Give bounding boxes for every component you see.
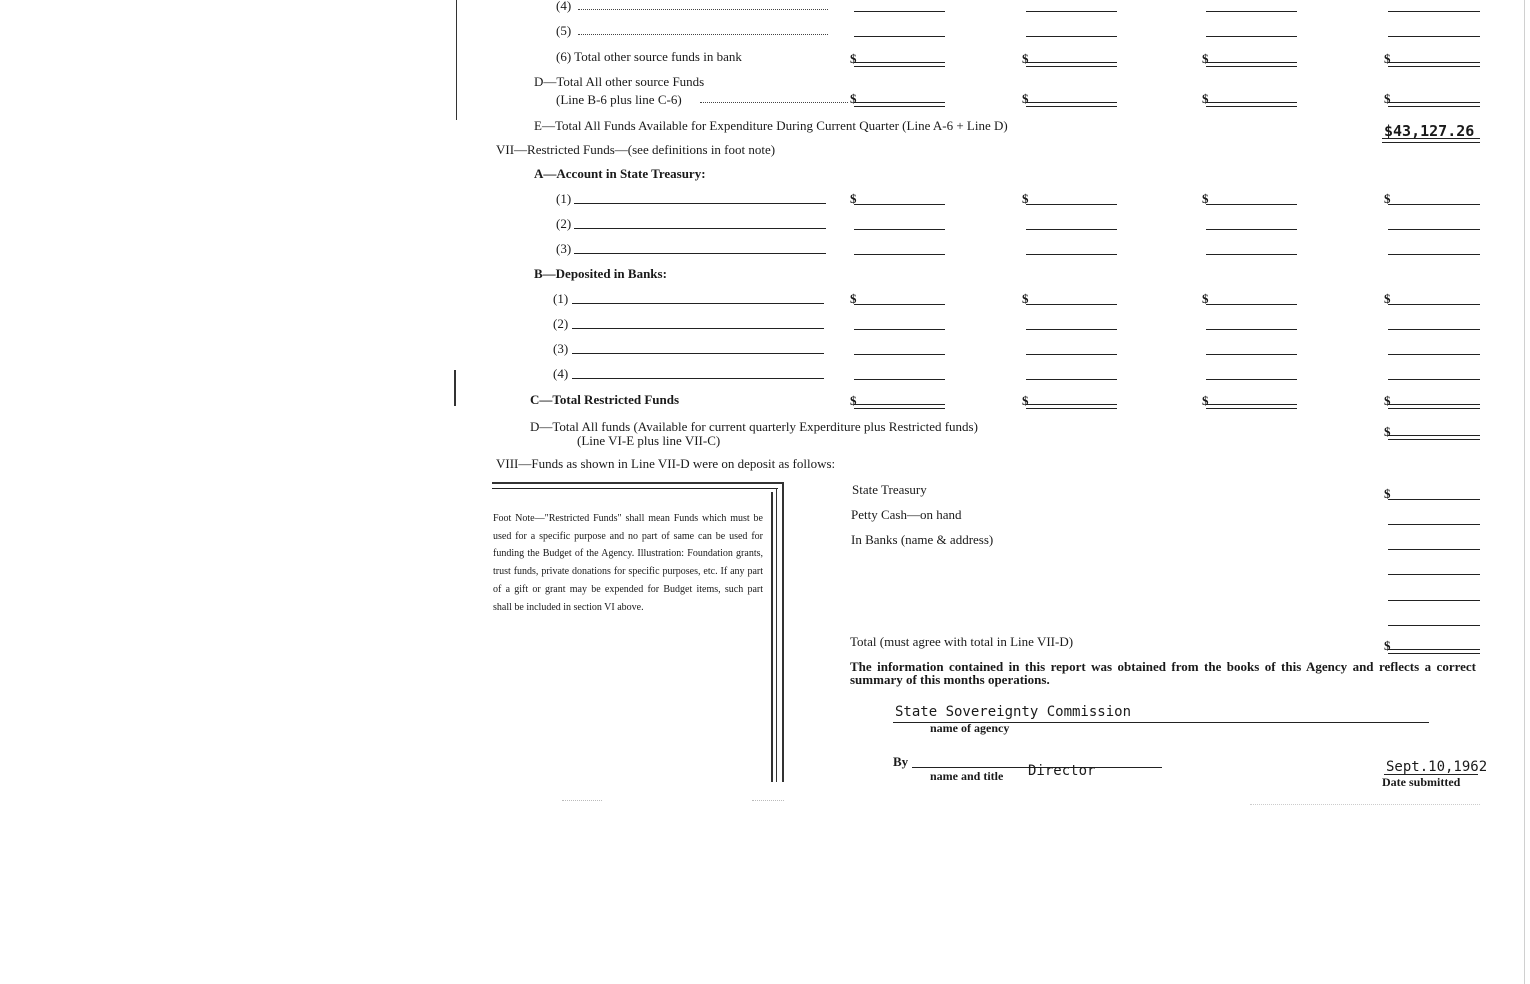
- amount-total-rule: [854, 62, 945, 67]
- amount-total-rule: [1388, 102, 1480, 107]
- amount-blank-line: [1206, 304, 1297, 305]
- amount-blank-line: [1388, 36, 1480, 37]
- petty-cash-label: Petty Cash—on hand: [851, 507, 962, 522]
- amount-blank-line: [1026, 204, 1117, 205]
- dollar-sign: $: [1202, 51, 1209, 66]
- dollar-sign: $: [1202, 291, 1209, 306]
- amount-blank-line: [1206, 254, 1297, 255]
- amount-blank-line: [1026, 11, 1117, 12]
- scan-artifact: [562, 800, 602, 801]
- total-funds-rule: [1382, 138, 1480, 143]
- line-c-total-restricted: C—Total Restricted Funds: [530, 392, 680, 407]
- amount-blank-line: [1206, 329, 1297, 330]
- row-label: (3): [556, 241, 572, 256]
- dollar-sign: $: [850, 191, 857, 206]
- scan-edge-mark: [454, 370, 456, 406]
- line-d-total-all: D—Total All funds (Available for current quarterly Experditure plus Restricted funds): [530, 419, 978, 434]
- amount-blank-line: [1388, 549, 1480, 550]
- amount-blank-line: [854, 254, 945, 255]
- scan-artifact: [752, 800, 784, 801]
- dollar-sign: $: [850, 291, 857, 306]
- dollar-sign: $: [850, 51, 857, 66]
- amount-blank-line: [854, 229, 945, 230]
- amount-total-rule: [1388, 62, 1480, 67]
- amount-blank-line: [854, 354, 945, 355]
- amount-blank-line: [854, 36, 945, 37]
- amount-blank-line: [1388, 229, 1480, 230]
- amount-total-rule: [1026, 62, 1117, 67]
- line-d-total-all: (Line VI-E plus line VII-C): [577, 433, 721, 448]
- row-label: (1): [556, 191, 572, 206]
- dollar-sign: $: [1384, 424, 1391, 439]
- amount-blank-line: [854, 379, 945, 380]
- amount-blank-line: [1388, 499, 1480, 500]
- row-label: (6) Total other source funds in bank: [556, 49, 742, 64]
- footnote-box-side: [776, 488, 777, 782]
- amount-blank-line: [854, 304, 945, 305]
- dollar-sign: $: [1202, 393, 1209, 408]
- row-label: (3): [553, 341, 569, 356]
- amount-blank-line: [1388, 11, 1480, 12]
- amount-blank-line: [854, 329, 945, 330]
- amount-blank-line: [1388, 204, 1480, 205]
- amount-blank-line: [1388, 354, 1480, 355]
- amount-total-rule: [1388, 649, 1480, 654]
- row-underline: [572, 353, 824, 354]
- amount-total-rule: [854, 102, 945, 107]
- amount-total-rule: [1026, 102, 1117, 107]
- amount-total-rule: [1206, 102, 1297, 107]
- amount-blank-line: [1206, 379, 1297, 380]
- scan-artifact: [1250, 804, 1480, 805]
- amount-blank-line: [1388, 625, 1480, 626]
- amount-blank-line: [1026, 304, 1117, 305]
- scan-edge-mark: [456, 0, 457, 120]
- dollar-sign: $: [1022, 291, 1029, 306]
- row-label: (2): [553, 316, 569, 331]
- row-underline: [700, 102, 848, 103]
- amount-total-rule: [1026, 404, 1117, 409]
- dollar-sign: $: [1384, 393, 1391, 408]
- footnote-box-top: [492, 482, 784, 484]
- section-vii-heading: VII—Restricted Funds—(see definitions in foot note): [496, 142, 776, 157]
- amount-blank-line: [1206, 354, 1297, 355]
- amount-blank-line: [854, 11, 945, 12]
- row-label: (2): [556, 216, 572, 231]
- footnote-box-top: [492, 488, 778, 489]
- dollar-sign: $: [850, 393, 857, 408]
- amount-blank-line: [1388, 379, 1480, 380]
- agency-name-value: State Sovereignty Commission: [895, 704, 1132, 720]
- amount-blank-line: [1026, 329, 1117, 330]
- total-funds-value: $43,127.26: [1384, 122, 1475, 140]
- amount-blank-line: [1388, 600, 1480, 601]
- row-underline: [574, 203, 826, 204]
- dollar-sign: $: [1202, 91, 1209, 106]
- row-underline: [578, 9, 828, 10]
- amount-total-rule: [1388, 435, 1480, 440]
- amount-blank-line: [1026, 354, 1117, 355]
- agency-name-label: name of agency: [930, 721, 1010, 735]
- amount-total-rule: [1206, 62, 1297, 67]
- dollar-sign: $: [1384, 486, 1391, 501]
- amount-blank-line: [1026, 254, 1117, 255]
- certification-text: The information contained in this report was obtained from the books of this Agency and reflects a correct summary of this months operations.: [850, 659, 1476, 687]
- dollar-sign: $: [1384, 638, 1391, 653]
- amount-total-rule: [1206, 404, 1297, 409]
- dollar-sign: $: [850, 91, 857, 106]
- row-underline: [574, 253, 826, 254]
- footnote-box-side: [782, 482, 784, 782]
- dollar-sign: $: [1202, 191, 1209, 206]
- line-d-label: D—Total All other source Funds: [534, 74, 705, 89]
- amount-total-rule: [854, 404, 945, 409]
- date-label: Date submitted: [1382, 775, 1461, 789]
- dollar-sign: $: [1384, 191, 1391, 206]
- amount-total-rule: [1388, 404, 1480, 409]
- row-label: (4): [553, 366, 569, 381]
- amount-blank-line: [1388, 524, 1480, 525]
- row-underline: [572, 303, 824, 304]
- amount-blank-line: [1206, 204, 1297, 205]
- dollar-sign: $: [1384, 91, 1391, 106]
- name-title-label: name and title: [930, 769, 1004, 783]
- section-vii-b-heading: B—Deposited in Banks:: [534, 266, 667, 281]
- dollar-sign: $: [1022, 393, 1029, 408]
- in-banks-label: In Banks (name & address): [851, 532, 994, 547]
- row-label: (1): [553, 291, 569, 306]
- dollar-sign: $: [1384, 51, 1391, 66]
- row-label: (4): [556, 0, 572, 13]
- row-underline: [574, 228, 826, 229]
- line-e-label: E—Total All Funds Available for Expenditure During Current Quarter (Line A-6 + Line D): [534, 118, 1008, 133]
- row-underline: [572, 328, 824, 329]
- deposit-total-label: Total (must agree with total in Line VII-D): [850, 634, 1074, 649]
- amount-blank-line: [1026, 36, 1117, 37]
- amount-blank-line: [854, 204, 945, 205]
- scan-edge-mark: [1524, 0, 1525, 984]
- amount-blank-line: [1388, 304, 1480, 305]
- line-d-label: (Line B-6 plus line C-6): [556, 92, 682, 107]
- by-label: By: [893, 754, 909, 769]
- amount-blank-line: [1388, 574, 1480, 575]
- row-underline: [578, 34, 828, 35]
- row-label: (5): [556, 23, 572, 38]
- name-title-value: Director: [1028, 763, 1096, 779]
- footnote-box-side: [771, 492, 773, 782]
- amount-blank-line: [1026, 379, 1117, 380]
- state-treasury-label: State Treasury: [852, 482, 927, 497]
- amount-blank-line: [1026, 229, 1117, 230]
- amount-blank-line: [1206, 36, 1297, 37]
- amount-blank-line: [1388, 329, 1480, 330]
- amount-blank-line: [1206, 229, 1297, 230]
- dollar-sign: $: [1022, 91, 1029, 106]
- date-value: Sept.10,1962: [1386, 759, 1488, 775]
- dollar-sign: $: [1022, 51, 1029, 66]
- footnote-text: Foot Note—"Restricted Funds" shall mean Funds which must be used for a specific purpose and no part of same can be used for funding the Budget of the Agency. Illustration: Foundation grants, trust funds, private donations for specific purposes, etc. If any part of a gift or grant may be expended for Budget items, such part shall be included in section VI above.: [493, 513, 763, 613]
- dollar-sign: $: [1384, 291, 1391, 306]
- row-underline: [572, 378, 824, 379]
- section-viii-heading: VIII—Funds as shown in Line VII-D were on deposit as follows:: [496, 456, 836, 471]
- section-vii-a-heading: A—Account in State Treasury:: [534, 166, 706, 181]
- amount-blank-line: [1388, 254, 1480, 255]
- dollar-sign: $: [1022, 191, 1029, 206]
- amount-blank-line: [1206, 11, 1297, 12]
